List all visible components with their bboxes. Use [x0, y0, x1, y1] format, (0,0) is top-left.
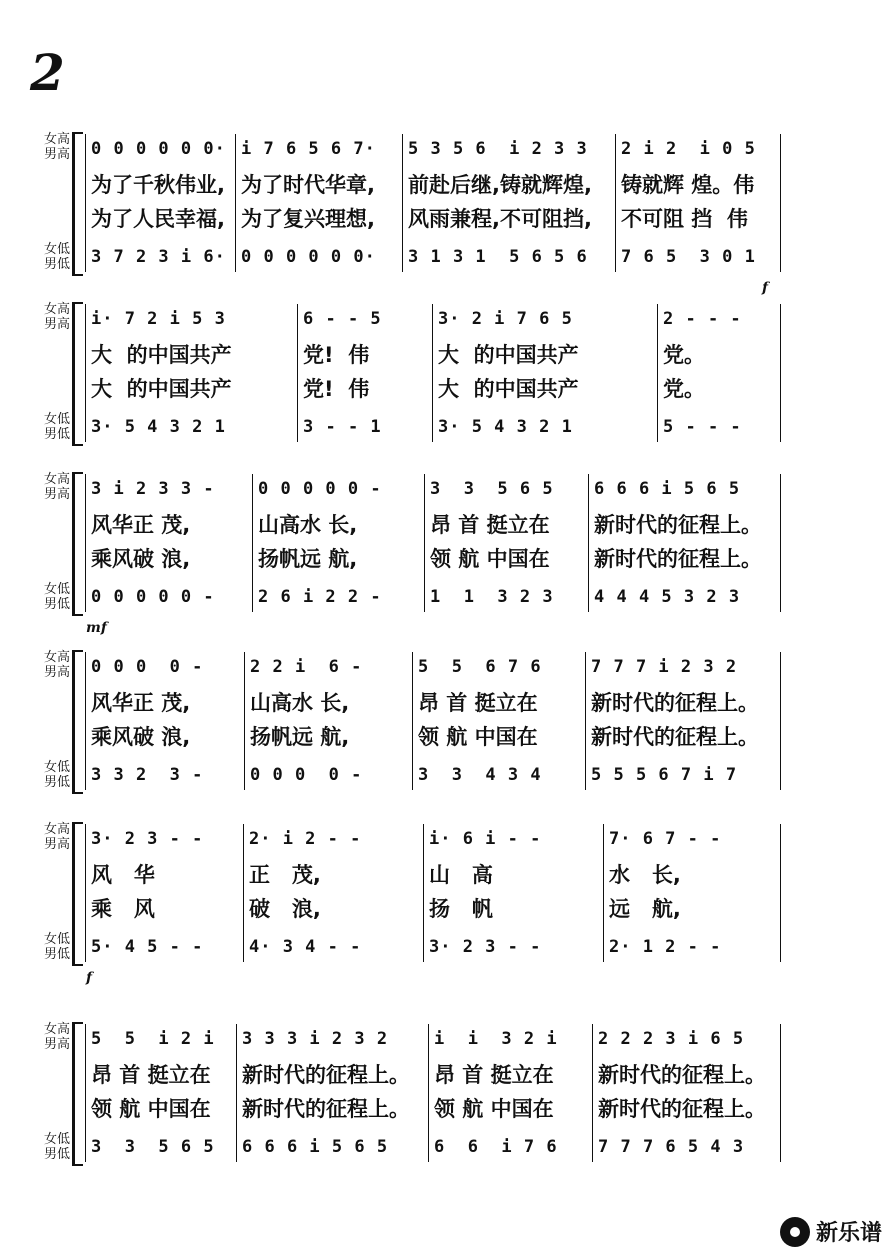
- lower-notes: 3 7 2 3 i 6·: [91, 247, 226, 267]
- upper-notes: 0 0 0 0 0 -: [258, 479, 382, 499]
- voice-label-lower: [30, 242, 70, 272]
- lyric-verse-2: 扬帆远 航,: [258, 547, 358, 571]
- lyric-verse-2: 大 的中国共产: [438, 377, 579, 401]
- bar-line: [412, 652, 413, 790]
- voice-label-upper: [30, 132, 70, 162]
- lyric-verse-1: 昂 首 挺立在: [434, 1063, 554, 1087]
- lyric-verse-2: 远 航,: [609, 897, 681, 921]
- voice-name: 男高: [43, 1037, 70, 1052]
- lyric-verse-1: 山高水 长,: [250, 691, 350, 715]
- lower-notes: 3· 5 4 3 2 1: [438, 417, 573, 437]
- upper-notes: 0 0 0 0 -: [91, 657, 204, 677]
- lyric-verse-2: 乘 风: [91, 897, 155, 921]
- lyric-verse-2: 风雨兼程,不可阻挡,: [408, 207, 592, 231]
- lyric-verse-2: 破 浪,: [249, 897, 321, 921]
- voice-label-lower: [30, 412, 70, 442]
- upper-notes: 2· i 2 - -: [249, 829, 362, 849]
- page-number: 2: [30, 43, 65, 102]
- bar-line: [423, 824, 424, 962]
- voice-label-upper: [30, 822, 70, 852]
- upper-notes: i· 6 i - -: [429, 829, 542, 849]
- bar-line: [588, 474, 589, 612]
- lower-notes: 7 6 5 3 0 1: [621, 247, 756, 267]
- bar-line: [235, 134, 236, 272]
- lower-notes: 4 4 4 5 3 2 3: [594, 587, 741, 607]
- bar-line: [615, 134, 616, 272]
- bar-line: [432, 304, 433, 442]
- voice-label-upper: [30, 650, 70, 680]
- voice-name: 男高: [43, 837, 70, 852]
- voice-name: 男低: [43, 597, 70, 612]
- score-system: [0, 820, 888, 986]
- bar-line: [592, 1024, 593, 1162]
- lyric-verse-1: 昂 首 挺立在: [418, 691, 538, 715]
- upper-notes: 3 3 3 i 2 3 2: [242, 1029, 389, 1049]
- voice-label-lower: [30, 760, 70, 790]
- voice-name: 女低: [43, 932, 70, 947]
- lyric-verse-2: 扬帆远 航,: [250, 725, 350, 749]
- score-system: [0, 648, 888, 808]
- voice-name: 男高: [43, 665, 70, 680]
- lyric-verse-1: 前赴后继,铸就辉煌,: [408, 173, 592, 197]
- lyric-verse-1: 新时代的征程上。: [591, 691, 759, 715]
- lyric-verse-2: 不可阻 挡 伟: [621, 207, 748, 231]
- bar-line: [603, 824, 604, 962]
- lyric-verse-1: 党。: [663, 343, 705, 367]
- voice-name: 女低: [43, 242, 70, 257]
- lower-notes: 0 0 0 0 0 0·: [241, 247, 376, 267]
- bar-line: [780, 1024, 781, 1162]
- upper-notes: 6 - - 5: [303, 309, 382, 329]
- upper-notes: 5 5 6 7 6: [418, 657, 542, 677]
- lyric-verse-1: 新时代的征程上。: [242, 1063, 410, 1087]
- bar-line: [428, 1024, 429, 1162]
- lower-notes: 0 0 0 0 -: [250, 765, 363, 785]
- lower-notes: 3 3 2 3 -: [91, 765, 204, 785]
- lower-notes: 5 - - -: [663, 417, 742, 437]
- lyric-verse-2: 领 航 中国在: [430, 547, 550, 571]
- score-system: [0, 470, 888, 636]
- bar-line: [780, 304, 781, 442]
- system-brace: [72, 650, 83, 794]
- voice-name: 女高: [43, 472, 70, 487]
- voice-name: 女低: [43, 582, 70, 597]
- bar-line: [85, 474, 86, 612]
- lower-notes: 2 6 i 2 2 -: [258, 587, 382, 607]
- lower-notes: 3· 2 3 - -: [429, 937, 542, 957]
- lyric-verse-1: 党! 伟: [303, 343, 370, 367]
- voice-name: 女高: [43, 1022, 70, 1037]
- bar-line: [424, 474, 425, 612]
- dynamic-marking: mf: [86, 620, 107, 636]
- lyric-verse-2: 新时代的征程上。: [591, 725, 759, 749]
- upper-notes: 2 2 i 6 -: [250, 657, 363, 677]
- bar-line: [585, 652, 586, 790]
- lower-notes: 5· 4 5 - -: [91, 937, 204, 957]
- upper-notes: i 7 6 5 6 7·: [241, 139, 376, 159]
- site-logo: [780, 1216, 882, 1247]
- lower-notes: 3 3 4 3 4: [418, 765, 542, 785]
- lyric-verse-2: 新时代的征程上。: [598, 1097, 766, 1121]
- lyric-verse-1: 新时代的征程上。: [594, 513, 762, 537]
- voice-name: 女高: [43, 650, 70, 665]
- upper-notes: 7· 6 7 - -: [609, 829, 722, 849]
- lyric-verse-1: 风 华: [91, 863, 155, 887]
- lyric-verse-1: 大 的中国共产: [438, 343, 579, 367]
- lyric-verse-1: 大 的中国共产: [91, 343, 232, 367]
- lyric-verse-2: 乘风破 浪,: [91, 725, 191, 749]
- upper-notes: 2 2 2 3 i 6 5: [598, 1029, 745, 1049]
- system-brace: [72, 302, 83, 446]
- lyric-verse-1: 新时代的征程上。: [598, 1063, 766, 1087]
- upper-notes: 3 i 2 3 3 -: [91, 479, 215, 499]
- bar-line: [780, 134, 781, 272]
- dynamic-marking: f: [762, 280, 769, 296]
- upper-notes: 6 6 6 i 5 6 5: [594, 479, 741, 499]
- lower-notes: 7 7 7 6 5 4 3: [598, 1137, 745, 1157]
- upper-notes: 0 0 0 0 0 0·: [91, 139, 226, 159]
- bar-line: [85, 134, 86, 272]
- lyric-verse-2: 领 航 中国在: [91, 1097, 211, 1121]
- lower-notes: 3 - - 1: [303, 417, 382, 437]
- upper-notes: 7 7 7 i 2 3 2: [591, 657, 738, 677]
- voice-name: 男低: [43, 775, 70, 790]
- bar-line: [243, 824, 244, 962]
- dynamic-marking: f: [86, 970, 93, 986]
- lower-notes: 3 1 3 1 5 6 5 6: [408, 247, 588, 267]
- voice-label-lower: [30, 932, 70, 962]
- lyric-verse-2: 新时代的征程上。: [242, 1097, 410, 1121]
- system-brace: [72, 822, 83, 966]
- bar-line: [252, 474, 253, 612]
- voice-label-lower: [30, 582, 70, 612]
- lyric-verse-2: 新时代的征程上。: [594, 547, 762, 571]
- lower-notes: 1 1 3 2 3: [430, 587, 554, 607]
- voice-name: 男高: [43, 317, 70, 332]
- lyric-verse-1: 山高水 长,: [258, 513, 358, 537]
- lower-notes: 3· 5 4 3 2 1: [91, 417, 226, 437]
- lyric-verse-2: 党。: [663, 377, 705, 401]
- bar-line: [657, 304, 658, 442]
- voice-name: 女高: [43, 302, 70, 317]
- voice-name: 男高: [43, 487, 70, 502]
- voice-name: 男低: [43, 1147, 70, 1162]
- voice-name: 男低: [43, 427, 70, 442]
- lyric-verse-1: 正 茂,: [249, 863, 321, 887]
- upper-notes: 2 i 2 i 0 5: [621, 139, 756, 159]
- upper-notes: 5 3 5 6 i 2 3 3: [408, 139, 588, 159]
- bar-line: [85, 652, 86, 790]
- lyric-verse-2: 扬 帆: [429, 897, 493, 921]
- voice-name: 男低: [43, 257, 70, 272]
- lower-notes: 4· 3 4 - -: [249, 937, 362, 957]
- bar-line: [85, 1024, 86, 1162]
- voice-name: 女高: [43, 822, 70, 837]
- lyric-verse-2: 领 航 中国在: [418, 725, 538, 749]
- voice-name: 女低: [43, 1132, 70, 1147]
- voice-label-upper: [30, 1022, 70, 1052]
- upper-notes: 3 3 5 6 5: [430, 479, 554, 499]
- lyric-verse-2: 党! 伟: [303, 377, 370, 401]
- voice-label-upper: [30, 472, 70, 502]
- lyric-verse-2: 领 航 中国在: [434, 1097, 554, 1121]
- bar-line: [780, 824, 781, 962]
- upper-notes: i i 3 2 i: [434, 1029, 558, 1049]
- score-system: [0, 300, 888, 460]
- upper-notes: 3· 2 i 7 6 5: [438, 309, 573, 329]
- upper-notes: 2 - - -: [663, 309, 742, 329]
- voice-name: 女低: [43, 760, 70, 775]
- upper-notes: i· 7 2 i 5 3: [91, 309, 226, 329]
- lyric-verse-1: 为了时代华章,: [241, 173, 375, 197]
- lower-notes: 0 0 0 0 0 -: [91, 587, 215, 607]
- lower-notes: 5 5 5 6 7 i 7: [591, 765, 738, 785]
- lower-notes: 3 3 5 6 5: [91, 1137, 215, 1157]
- score-system: [0, 130, 888, 296]
- lower-notes: 6 6 6 i 5 6 5: [242, 1137, 389, 1157]
- bar-line: [297, 304, 298, 442]
- lyric-verse-2: 大 的中国共产: [91, 377, 232, 401]
- voice-name: 女高: [43, 132, 70, 147]
- bar-line: [85, 304, 86, 442]
- system-brace: [72, 1022, 83, 1166]
- upper-notes: 5 5 i 2 i: [91, 1029, 215, 1049]
- bar-line: [236, 1024, 237, 1162]
- lyric-verse-2: 为了复兴理想,: [241, 207, 375, 231]
- voice-name: 男低: [43, 947, 70, 962]
- bar-line: [780, 474, 781, 612]
- record-disc-icon: [780, 1217, 810, 1247]
- lyric-verse-1: 为了千秋伟业,: [91, 173, 225, 197]
- lower-notes: 2· 1 2 - -: [609, 937, 722, 957]
- lyric-verse-1: 昂 首 挺立在: [91, 1063, 211, 1087]
- bar-line: [85, 824, 86, 962]
- lyric-verse-1: 水 长,: [609, 863, 681, 887]
- bar-line: [244, 652, 245, 790]
- logo-text: 新乐谱: [815, 1221, 882, 1246]
- lyric-verse-2: 乘风破 浪,: [91, 547, 191, 571]
- lyric-verse-1: 风华正 茂,: [91, 513, 191, 537]
- lyric-verse-1: 风华正 茂,: [91, 691, 191, 715]
- lyric-verse-1: 山 高: [429, 863, 493, 887]
- bar-line: [780, 652, 781, 790]
- lyric-verse-1: 昂 首 挺立在: [430, 513, 550, 537]
- voice-name: 男高: [43, 147, 70, 162]
- voice-label-upper: [30, 302, 70, 332]
- system-brace: [72, 472, 83, 616]
- lyric-verse-2: 为了人民幸福,: [91, 207, 225, 231]
- voice-label-lower: [30, 1132, 70, 1162]
- lower-notes: 6 6 i 7 6: [434, 1137, 558, 1157]
- lyric-verse-1: 铸就辉 煌。伟: [621, 173, 755, 197]
- bar-line: [402, 134, 403, 272]
- score-system: [0, 1020, 888, 1180]
- voice-name: 女低: [43, 412, 70, 427]
- upper-notes: 3· 2 3 - -: [91, 829, 204, 849]
- system-brace: [72, 132, 83, 276]
